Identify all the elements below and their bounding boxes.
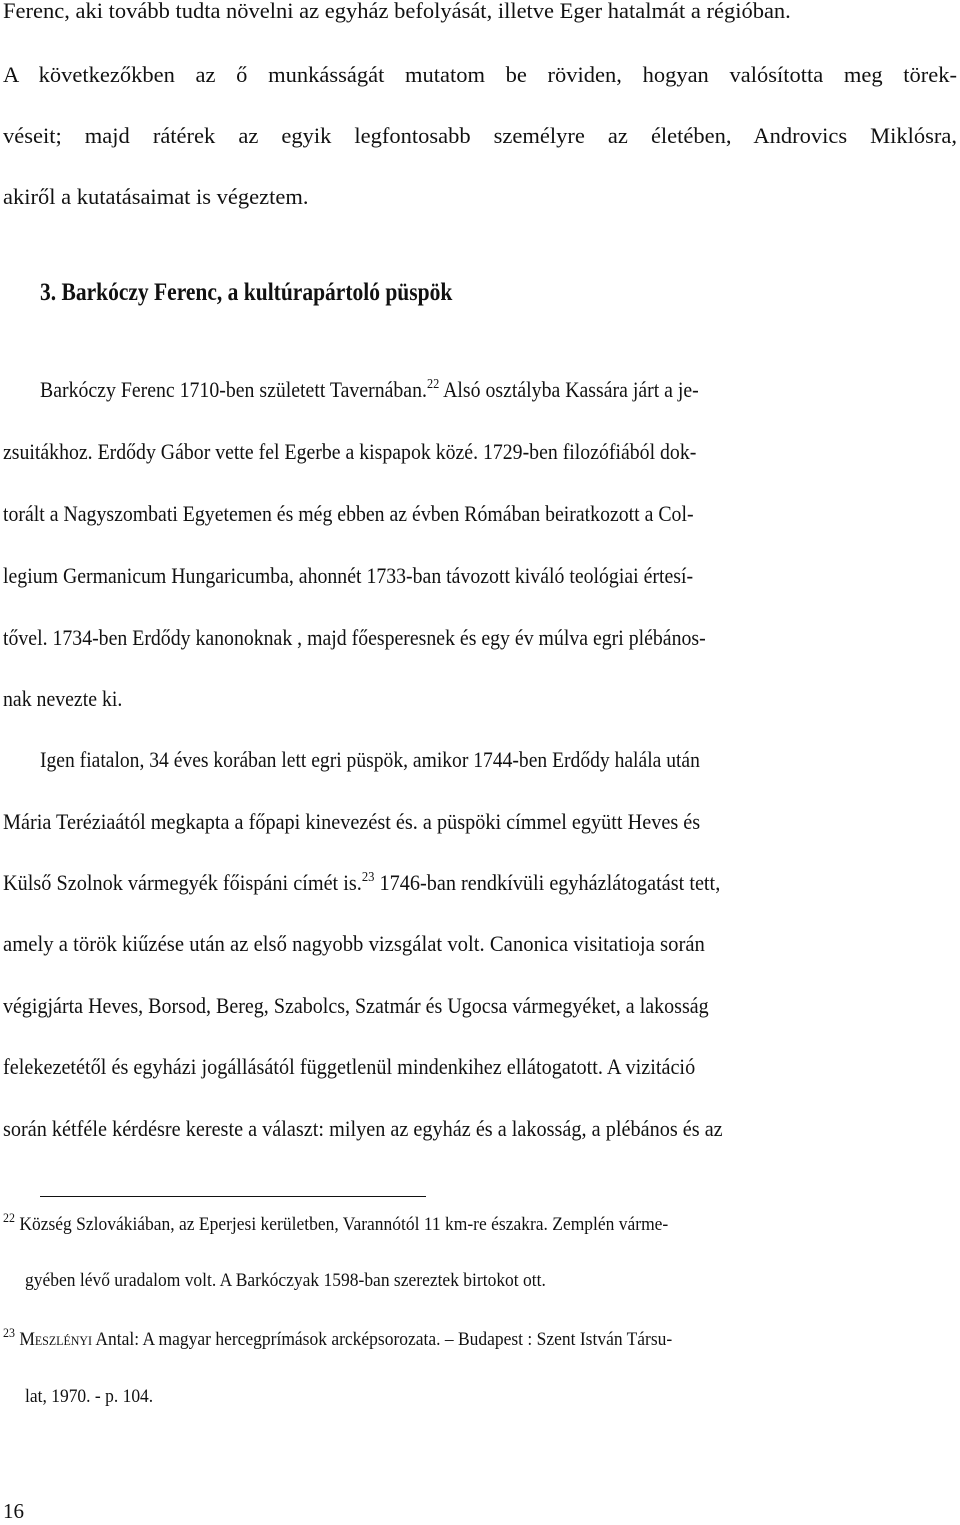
section-heading xyxy=(40,278,519,308)
p1-line-4-text: legium Germanicum Hungaricumba, ahonnét 1733-ban távozott kiváló teológiai értesí- xyxy=(3,563,694,588)
p2-line-1-text: Igen fiatalon, 34 éves korában lett egri püspök, amikor 1744-ben Erdődy halála után xyxy=(40,747,700,772)
p2-line-1 xyxy=(40,745,957,775)
intro-line-3: véseit; majd rátérek az egyik legfontosabb személyre az életében, Androvics Miklósra, xyxy=(3,123,957,148)
p2-line-2 xyxy=(3,807,957,837)
footnote-22-text-1: Község Szlovákiában, az Eperjesi kerületben, Varannótól 11 km-re északra. Zemplén várme- xyxy=(19,1214,669,1235)
p1-line-1 xyxy=(40,375,957,405)
p1-line-1-text: Barkóczy Ferenc 1710-ben született Tavernában. xyxy=(40,377,427,402)
p2-line-7 xyxy=(3,1114,957,1144)
p1-line-3 xyxy=(3,499,957,529)
intro-line-4: akiről a kutatásaimat is végeztem. xyxy=(3,184,309,209)
p1-line-6 xyxy=(3,684,957,714)
p1-line-5 xyxy=(3,623,957,653)
footnote-22-number: 22 xyxy=(3,1210,15,1225)
footnote-separator xyxy=(40,1196,426,1197)
p1-line-4 xyxy=(3,561,957,591)
footnote-ref-22[interactable]: 22 xyxy=(426,377,440,392)
p1-line-3-text: torált a Nagyszombati Egyetemen és még ebben az évben Rómában beiratkozott a Col- xyxy=(3,501,694,526)
footnote-22-line-1 xyxy=(3,1212,668,1238)
footnote-23-line-1 xyxy=(3,1327,672,1353)
footnote-23-line-2 xyxy=(25,1384,164,1410)
p1-line-5-text: tővel. 1734-ben Erdődy kanonoknak , majd főesperesnek és egy év múlva egri plébános- xyxy=(3,625,706,650)
p2-line-3-content xyxy=(3,868,720,898)
section-heading-text: 3. Barkóczy Ferenc, a kultúrapártoló püspök xyxy=(40,279,453,306)
footnote-22-line-2 xyxy=(25,1268,591,1294)
footnote-ref-23[interactable]: 23 xyxy=(361,870,375,885)
footnote-22 xyxy=(3,1212,726,1238)
p2-line-5 xyxy=(3,991,957,1021)
p1-line-1-content xyxy=(40,375,699,405)
p2-line-6 xyxy=(3,1052,957,1082)
p2-line-4 xyxy=(3,929,957,959)
p2-line-6-text: felekezetétől és egyházi jogállásától függetlenül mindenkihez ellátogatott. A vizitáció xyxy=(3,1054,696,1079)
p2-line-3 xyxy=(3,868,957,898)
footnote-23-number: 23 xyxy=(3,1325,15,1340)
p1-line-6-text: nak nevezte ki. xyxy=(3,686,123,711)
page-number: 16 xyxy=(3,1499,24,1523)
footnote-22-text-2: gyében lévő uradalom volt. A Barkóczyak 1598-ban szereztek birtokot ott. xyxy=(25,1270,546,1291)
p2-line-7-text: során kétféle kérdésre kereste a választ: milyen az egyház és a lakosság, a plébános és az xyxy=(3,1116,723,1141)
footnote-23-text-1: Antal: A magyar hercegprímások arcképsorozata. – Budapest : Szent István Társu- xyxy=(92,1329,673,1350)
footnote-23-author: Meszlényi xyxy=(19,1329,93,1350)
footnote-23-text-2: lat, 1970. - p. 104. xyxy=(25,1386,154,1407)
p1-line-2-text: zsuitákhoz. Erdődy Gábor vette fel Egerbe a kispapok közé. 1729-ben filozófiából dok- xyxy=(3,439,697,464)
p2-line-4-text: amely a török kiűzése után az első nagyobb vizsgálat volt. Canonica visitatioja során xyxy=(3,931,705,956)
intro-line-2: A következőkben az ő munkásságát mutatom be röviden, hogyan valósította meg törek- xyxy=(3,62,957,87)
p1-line-2 xyxy=(3,437,957,467)
intro-line-1: Ferenc, aki tovább tudta növelni az egyház befolyását, illetve Eger hatalmát a régióban. xyxy=(3,0,791,23)
p1-line-1-rest: Alsó osztályba Kassára járt a je- xyxy=(439,377,699,402)
p2-line-3-text: Külső Szolnok vármegyék főispáni címét is. xyxy=(3,870,362,895)
p2-line-5-text: végigjárta Heves, Borsod, Bereg, Szabolcs, Szatmár és Ugocsa vármegyéket, a lakosság xyxy=(3,993,709,1018)
footnote-23 xyxy=(3,1327,730,1353)
p2-line-3-rest: 1746-ban rendkívüli egyházlátogatást tett, xyxy=(374,870,721,895)
p2-line-2-text: Mária Teréziaától megkapta a főpapi kinevezést és. a püspöki címmel együtt Heves és xyxy=(3,809,701,834)
